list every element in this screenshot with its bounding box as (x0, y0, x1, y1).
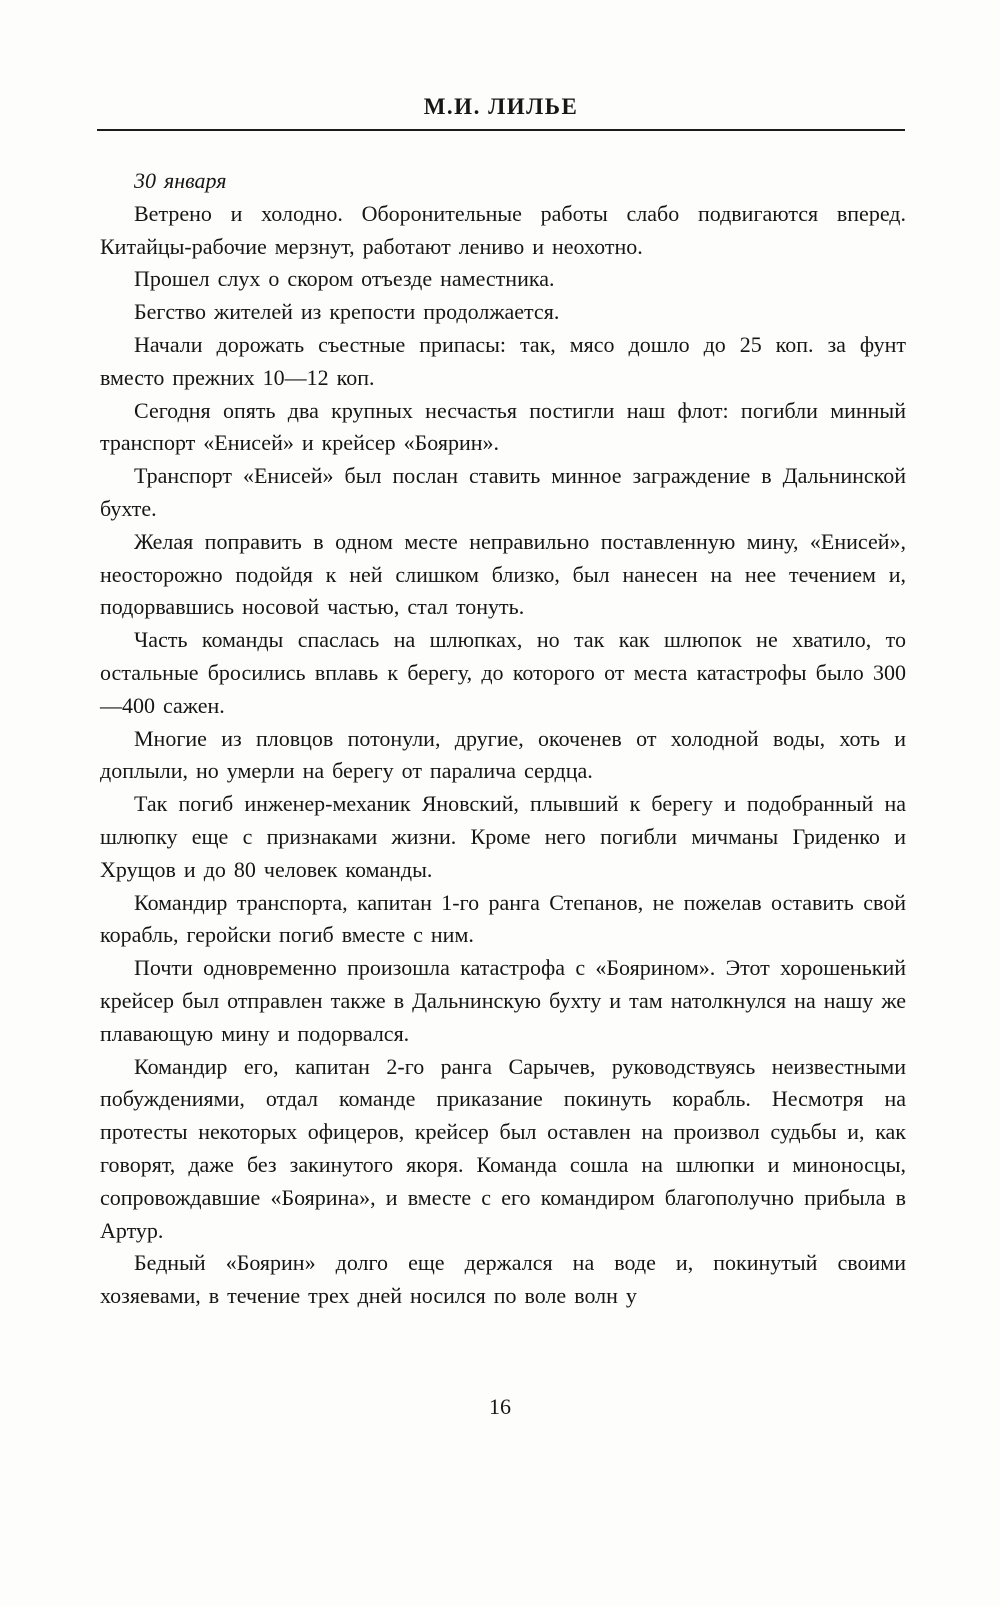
running-head-title: М.И. ЛИЛЬЕ (423, 94, 579, 119)
paragraph: Начали дорожать съестные припасы: так, мясо дошло до 25 коп. за фунт вместо прежних 10—12 коп. (100, 331, 906, 390)
paragraph: Бедный «Боярин» долго еще держался на воде и, покинутый своими хозяевами, в течение трех дней носился по воле волн у (100, 1250, 906, 1309)
header-rule (97, 129, 905, 131)
paragraph: Командир транспорта, капитан 1-го ранга Степанов, не пожелав оставить свой корабль, геройски погиб вместе с ним. (100, 889, 906, 948)
paragraph: Почти одновременно произошла катастрофа с «Боярином». Этот хорошенький крейсер был отправлен также в Дальнинскую бухту и там натолкнулся на нашу же плавающую мину и подорвался. (100, 955, 906, 1046)
paragraph: Так погиб инженер-механик Яновский, плывший к берегу и подобранный на шлюпку еще с признаками жизни. Кроме него погибли мичманы Гриденко и Хрущов и до 80 человек команды. (100, 791, 906, 882)
paragraph-container (100, 198, 906, 1313)
paragraph: Командир его, капитан 2-го ранга Сарычев, руководствуясь неизвестными побуждениями, отдал команде приказание покинуть корабль. Несмотря на протесты некоторых офицеров, крейсер был оставлен на произвол судьбы и, как говорят, даже без закинутого якоря. Команда сошла на шлюпки и миноносцы, сопровождавшие «Боярина», и вместе с его командиром благополучно прибыла в Артур. (100, 1053, 906, 1243)
paragraph: Желая поправить в одном месте неправильно поставленную мину, «Енисей», неосторожно подойдя к ней слишком близко, был нанесен на нее течением и, подорвавшись носовой частью, стал тонуть. (100, 528, 906, 620)
paragraph: Ветрено и холодно. Оборонительные работы слабо подвигаются вперед. Китайцы-рабочие мерзнут, работают лениво и неохотно. (100, 200, 906, 259)
paragraph: Бегство жителей из крепости продолжается. (134, 299, 560, 325)
page-number: 16 (489, 1394, 511, 1419)
paragraph: Сегодня опять два крупных несчастья постигли наш флот: погибли минный транспорт «Енисей» и крейсер «Боярин». (100, 397, 906, 456)
paragraph: Транспорт «Енисей» был послан ставить минное заграждение в Дальнинской бухте. (100, 463, 906, 521)
date-heading: 30 января (134, 168, 227, 193)
page-header (97, 94, 905, 131)
paragraph: Часть команды спаслась на шлюпках, но так как шлюпок не хватило, то остальные бросились вплавь к берегу, до которого от места катастрофы было 300—400 сажен. (100, 627, 906, 718)
page-body (100, 165, 906, 1313)
paragraph: Многие из пловцов потонули, другие, окоченев от холодной воды, хоть и доплыли, но умерли на берегу от паралича сердца. (100, 725, 906, 784)
paragraph: Прошел слух о скором отъезде наместника. (134, 266, 555, 292)
